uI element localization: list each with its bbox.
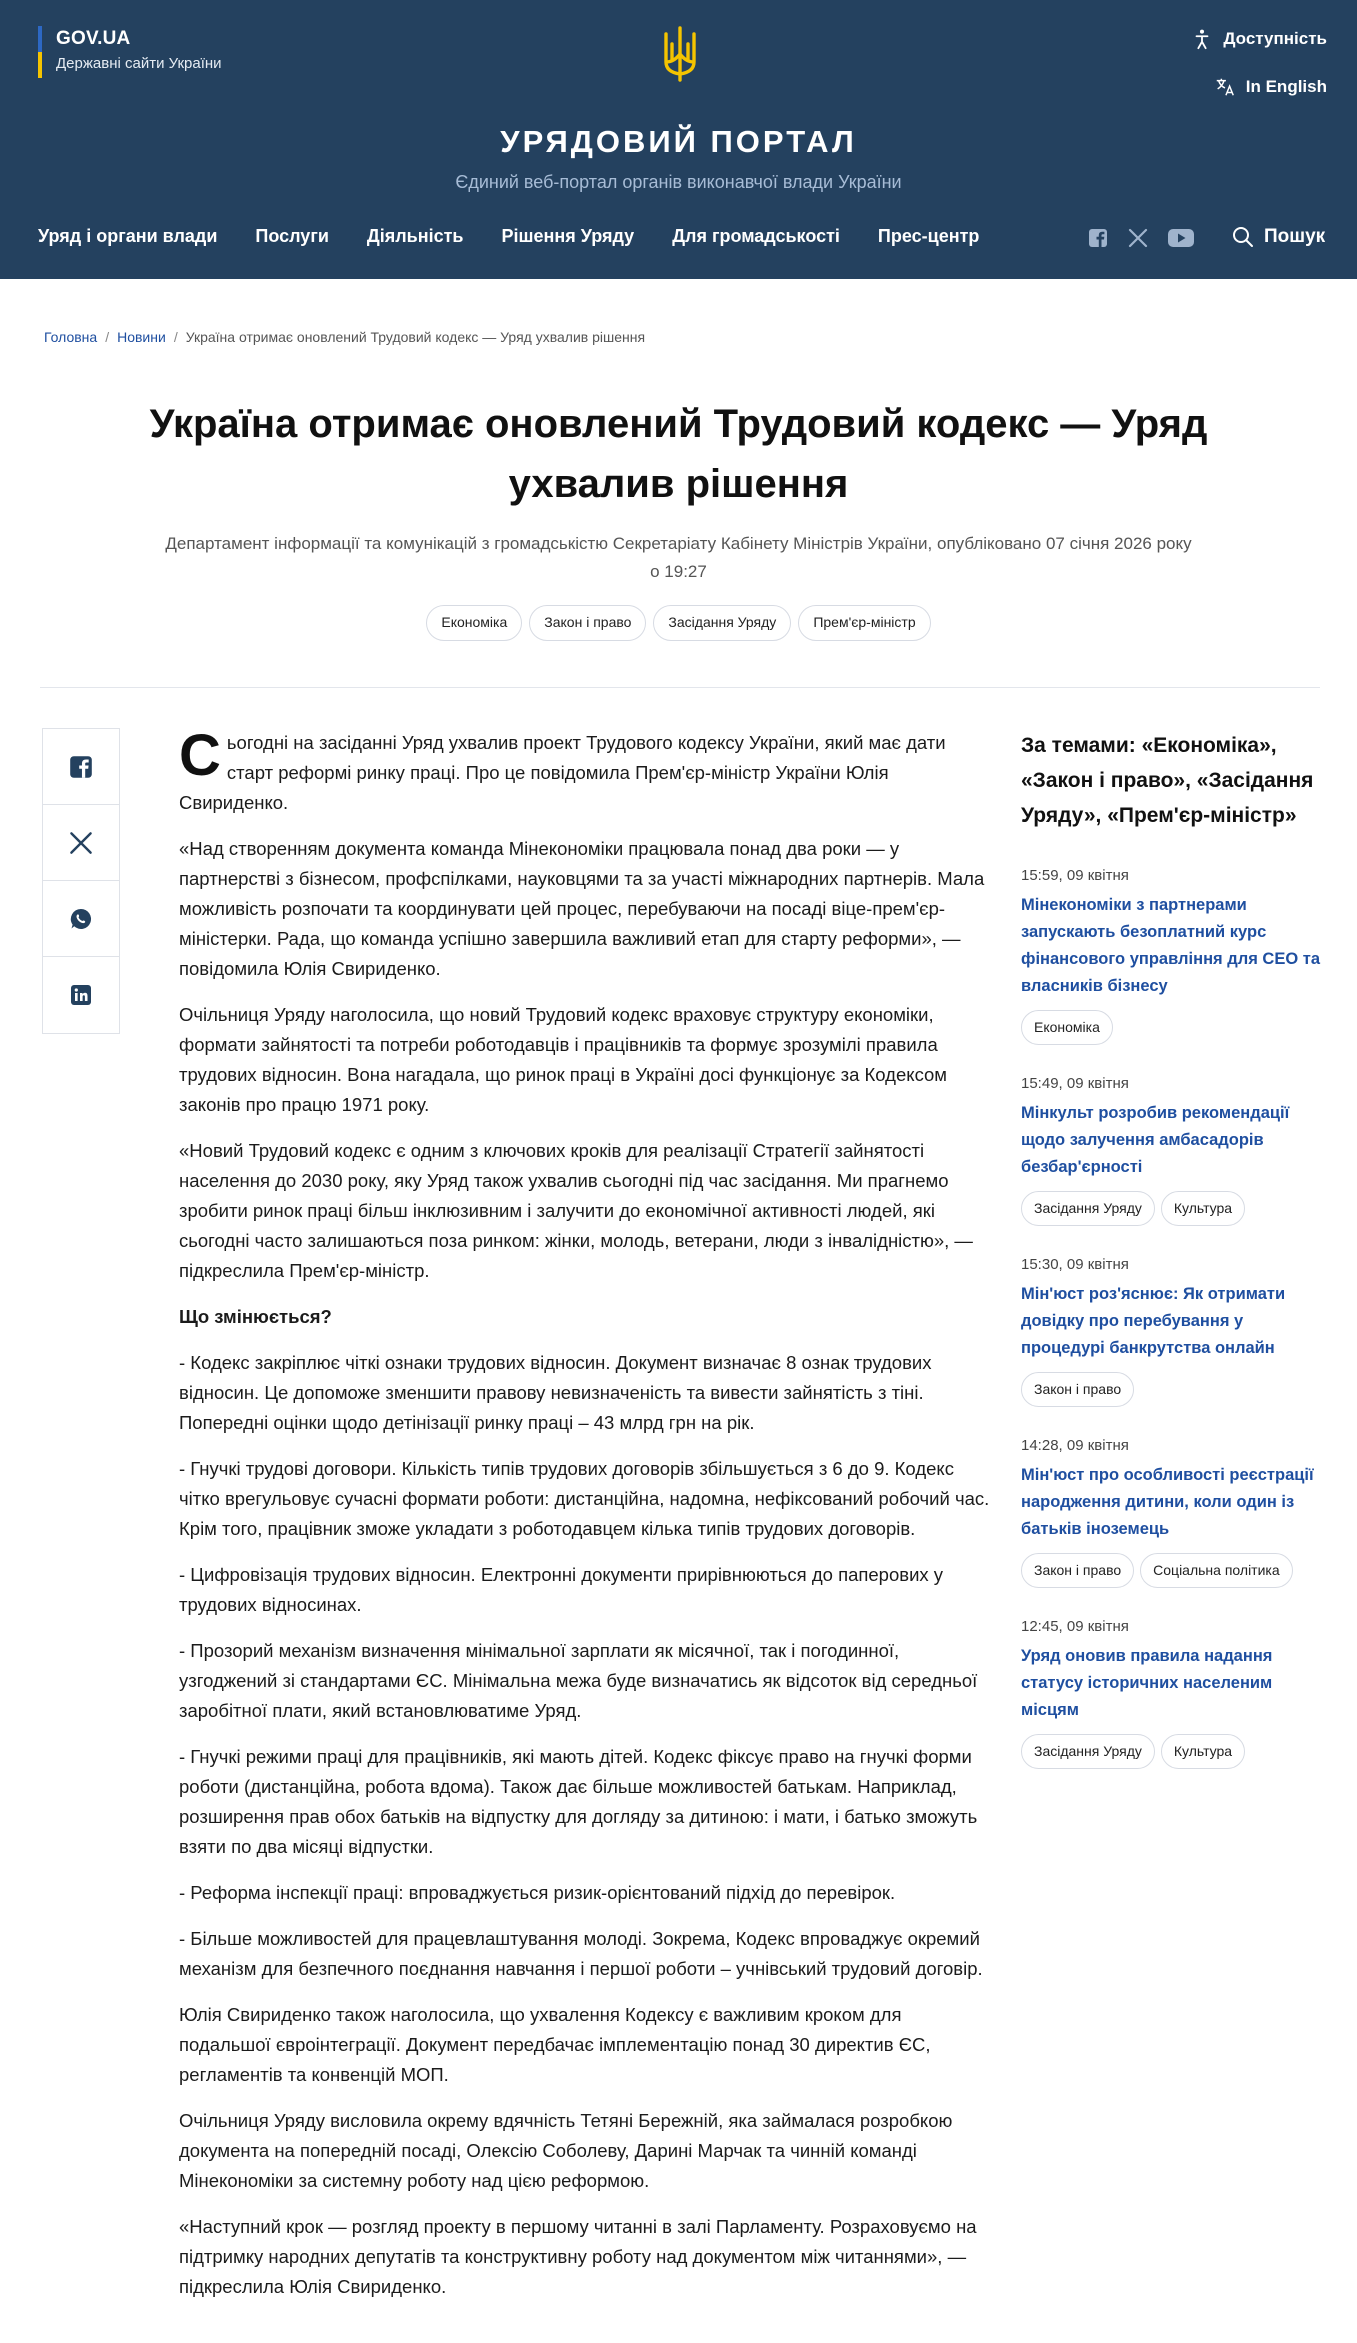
paragraph: - Гнучкі режими праці для працівників, які мають дітей. Кодекс фіксує право на гнучкі форми роботи (дистанційна, робота вдома). Також дає більше можливостей батькам. Наприклад, розширення прав обох батьків на відпустку для догляду за дитиною: і мати, і батько зможуть взяти по два місяці відпустки. [179, 1746, 978, 1857]
breadcrumb-news[interactable]: Новини [117, 329, 166, 345]
related-news-sidebar [1021, 728, 1327, 1797]
dropcap: С [179, 723, 221, 788]
paragraph: - Гнучкі трудові договори. Кількість типів трудових договорів збільшується з 6 до 9. Кодекс чітко врегульовує сучасні формати роботи: дистанційна, надомна, нефіксований робочий час. Крім того, працівник зможе укладати з роботодавцем кілька типів трудових договорів. [179, 1458, 990, 1539]
govua-title: GOV.UA [56, 28, 131, 49]
govua-flag-stripe [38, 26, 42, 52]
news-tag[interactable]: Засідання Уряду [1021, 1191, 1155, 1226]
news-item [1021, 1073, 1327, 1226]
trident-emblem-icon[interactable] [660, 26, 700, 84]
nav-item-press[interactable]: Прес-центр [877, 226, 980, 246]
paragraph-lead [179, 723, 994, 818]
tag-prime-minister[interactable]: Прем'єр-міністр [798, 605, 930, 641]
youtube-icon[interactable] [1168, 228, 1194, 248]
news-title-link[interactable]: Мін'юст роз'яснює: Як отримати довідку про перебування у процедурі банкрутства онлайн [1021, 1285, 1286, 1357]
sidebar-title: За темами: «Економіка», «Закон і право», «Засідання Уряду», «Прем'єр-міністр» [1021, 734, 1314, 827]
language-switch[interactable] [1214, 76, 1327, 98]
govua-logo[interactable] [38, 26, 222, 78]
paragraph: - Прозорий механізм визначення мінімальної зарплати як місячної, так і погодинної, узгоджений зі стандартами ЄС. Мінімальна межа буде визначатись як відсоток від середньої заробітної плати, який встановлюватиме Уряд. [179, 1640, 978, 1721]
news-tag[interactable]: Закон і право [1021, 1553, 1134, 1588]
paragraph: Юлія Свириденко також наголосила, що ухвалення Кодексу є важливим кроком для подальшої євроінтеграції. Документ передбачає імплементацію понад 30 директив ЄС, регламентів та конвенцій МОП. [179, 2004, 931, 2085]
main-nav [38, 226, 979, 247]
share-x-button[interactable] [43, 805, 119, 881]
translate-icon [1214, 76, 1236, 98]
paragraph: - Більше можливостей для працевлаштування молоді. Зокрема, Кодекс впроваджує окремий механізм для безпечного поєднання навчання і першої роботи – учнівський трудовий договір. [179, 1928, 983, 1979]
tag-government-meeting[interactable]: Засідання Уряду [653, 605, 791, 641]
facebook-icon [69, 755, 93, 779]
whatsapp-icon [69, 907, 93, 931]
breadcrumb-current: Україна отримає оновлений Трудовий кодекс — Уряд ухвалив рішення [185, 329, 646, 345]
breadcrumb [44, 329, 645, 345]
news-item [1021, 1254, 1327, 1407]
tag-economy[interactable]: Економіка [426, 605, 522, 641]
news-tags [1021, 1734, 1327, 1769]
search-button[interactable] [1232, 226, 1325, 248]
news-tags [1021, 1372, 1327, 1407]
article-meta: Департамент інформації та комунікацій з громадськістю Секретаріату Кабінету Міністрів України, опубліковано 07 січня 2026 року о 19:27 [165, 534, 1192, 581]
language-label: In English [1245, 77, 1327, 96]
news-date: 14:28, 09 квітня [1021, 1437, 1129, 1454]
site-header [0, 0, 1357, 279]
share-bar [42, 728, 120, 1034]
news-tag[interactable]: Культура [1161, 1191, 1245, 1226]
news-title-link[interactable]: Уряд оновив правила надання статусу історичних населеним місцям [1021, 1647, 1273, 1719]
share-linkedin-button[interactable] [43, 957, 119, 1033]
search-label: Пошук [1264, 226, 1326, 247]
nav-item-decisions[interactable]: Рішення Уряду [501, 226, 635, 246]
news-tags [1021, 1010, 1327, 1045]
share-whatsapp-button[interactable] [43, 881, 119, 957]
article-body [179, 723, 994, 2318]
news-item [1021, 1616, 1327, 1769]
paragraph: «Наступний крок — розгляд проекту в першому читанні в залі Парламенту. Розраховуємо на підтримку народних депутатів та конструктивну роботу над документом між читаннями», — підкреслила Юлія Свириденко. [179, 2216, 977, 2297]
social-links [1088, 228, 1194, 248]
breadcrumb-separator: / [173, 329, 178, 345]
news-title-link[interactable]: Мінекономіки з партнерами запускають безоплатний курс фінансового управління для CEO та власників бізнесу [1021, 896, 1321, 995]
news-tags [1021, 1191, 1327, 1226]
news-tag[interactable]: Засідання Уряду [1021, 1734, 1155, 1769]
paragraph: «Над створенням документа команда Мінекономіки працювала понад два роки — у партнерстві з бізнесом, профспілками, науковцями та за участі міжнародних партнерів. Мала можливість розпочати та координувати цей процес, перебуваючи на посаді віце-прем'єр-міністерки. Рада, що команда успішно завершила важливий етап для старту реформи», — повідомила Юлія Свириденко. [179, 838, 985, 979]
share-facebook-button[interactable] [43, 729, 119, 805]
nav-item-government[interactable]: Уряд і органи влади [38, 226, 218, 246]
paragraph: - Реформа інспекції праці: впроваджується ризик-орієнтований підхід до перевірок. [179, 1882, 896, 1903]
news-item [1021, 1435, 1327, 1588]
nav-item-services[interactable]: Послуги [255, 226, 329, 246]
news-date: 15:30, 09 квітня [1021, 1256, 1129, 1273]
news-tag[interactable]: Соціальна політика [1140, 1553, 1292, 1588]
govua-subtitle: Державні сайти України [56, 55, 222, 72]
paragraph: Очільниця Уряду наголосила, що новий Трудовий кодекс враховує структуру економіки, формати зайнятості та потреби роботодавців і працівників та формує зрозумілі правила трудових відносин. Вона нагадала, що ринок праці в Україні досі функціонує за Кодексом законів про працю 1971 року. [179, 1004, 948, 1115]
news-title-link[interactable]: Мін'юст про особливості реєстрації народження дитини, коли один із батьків іноземець [1021, 1466, 1314, 1538]
x-icon [69, 831, 93, 855]
news-date: 15:59, 09 квітня [1021, 867, 1129, 884]
paragraph: - Кодекс закріплює чіткі ознаки трудових відносин. Документ визначає 8 ознак трудових відносин. Це допоможе зменшити правову невизначеність та вивести зайнятість з тіні. Попередні оцінки щодо детінізації ринку праці – 43 млрд грн на рік. [179, 1352, 932, 1433]
tag-law[interactable]: Закон і право [529, 605, 646, 641]
breadcrumb-separator: / [105, 329, 110, 345]
portal-subtitle: Єдиний веб-портал органів виконавчої влади України [455, 172, 902, 192]
paragraph: Очільниця Уряду висловила окрему вдячність Тетяні Бережній, яка займалася розробкою документа на попередній посаді, Олексію Соболеву, Дарині Марчак та чинній команді Мінекономіки за системну роботу над цією реформою. [179, 2110, 953, 2191]
news-tag[interactable]: Закон і право [1021, 1372, 1134, 1407]
article-tags [0, 605, 1357, 641]
x-icon[interactable] [1128, 228, 1148, 248]
article-title: Україна отримає оновлений Трудовий кодекс — Уряд ухвалив рішення [149, 402, 1208, 506]
news-tag[interactable]: Культура [1161, 1734, 1245, 1769]
divider [40, 687, 1320, 688]
paragraph: - Цифровізація трудових відносин. Електронні документи прирівнюються до паперових у трудових відносинах. [179, 1564, 944, 1615]
news-tag[interactable]: Економіка [1021, 1010, 1113, 1045]
facebook-icon[interactable] [1088, 228, 1108, 248]
breadcrumb-home[interactable]: Головна [44, 329, 98, 345]
paragraph: «Новий Трудовий кодекс є одним з ключових кроків для реалізації Стратегії зайнятості населення до 2030 року, яку Уряд також ухвалив сьогодні під час засідання. Ми прагнемо зробити ринок праці більш інклюзивним і залучити до економічної активності людей, які сьогодні часто залишаються поза ринком: жінки, молодь, ветерани, люди з інвалідністю», — підкреслила Прем'єр-міністр. [179, 1140, 973, 1281]
portal-title[interactable]: УРЯДОВИЙ ПОРТАЛ [500, 124, 857, 159]
accessibility-icon [1191, 28, 1213, 50]
news-item [1021, 865, 1327, 1045]
news-date: 12:45, 09 квітня [1021, 1618, 1129, 1635]
paragraph-text: ьогодні на засіданні Уряд ухвалив проект Трудового кодексу України, який має дати старт реформі ринку праці. Про це повідомила Прем'єр-міністр України Юлія Свириденко. [179, 732, 946, 813]
section-heading: Що змінюється? [179, 1306, 332, 1327]
accessibility-label: Доступність [1223, 29, 1327, 48]
search-icon [1232, 226, 1254, 248]
accessibility-button[interactable] [1191, 28, 1327, 50]
news-date: 15:49, 09 квітня [1021, 1075, 1129, 1092]
news-title-link[interactable]: Мінкульт розробив рекомендації щодо залучення амбасадорів безбар'єрності [1021, 1104, 1290, 1176]
linkedin-icon [69, 983, 93, 1007]
news-tags [1021, 1553, 1327, 1588]
nav-item-activity[interactable]: Діяльність [366, 226, 464, 246]
nav-item-public[interactable]: Для громадськості [672, 226, 840, 246]
